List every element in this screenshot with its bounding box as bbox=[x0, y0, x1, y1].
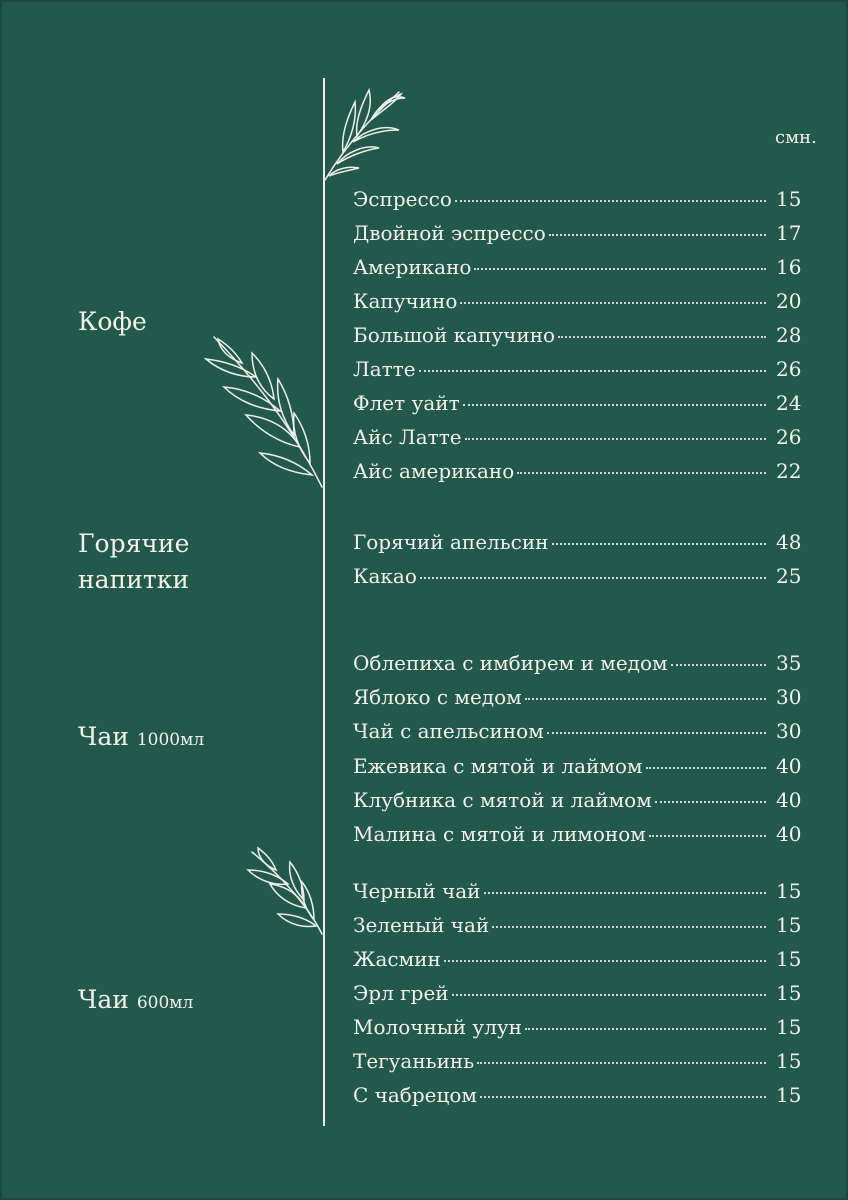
item-price: 15 bbox=[776, 913, 802, 937]
item-name: Молочный улун bbox=[353, 1015, 522, 1039]
dot-leader bbox=[547, 732, 766, 734]
dot-leader bbox=[474, 268, 766, 270]
menu-item bbox=[353, 255, 800, 285]
item-price: 35 bbox=[776, 651, 802, 675]
category-title: Горячие bbox=[78, 529, 190, 558]
menu-item bbox=[353, 788, 800, 818]
menu-item bbox=[353, 323, 800, 353]
dot-leader bbox=[646, 767, 766, 769]
item-name: Айс Латте bbox=[353, 425, 462, 449]
menu-item bbox=[353, 1083, 800, 1113]
item-price: 20 bbox=[776, 289, 802, 313]
item-price: 48 bbox=[776, 530, 802, 554]
menu-item bbox=[353, 651, 800, 681]
item-name: Айс американо bbox=[353, 459, 515, 483]
item-name: Тегуаньинь bbox=[353, 1049, 475, 1073]
dot-leader bbox=[452, 994, 766, 996]
leaf-branch-middle-icon bbox=[202, 327, 326, 492]
menu-item bbox=[353, 221, 800, 251]
menu-item bbox=[353, 357, 800, 387]
item-name: Ежевика с мятой и лаймом bbox=[353, 754, 643, 778]
item-price: 17 bbox=[776, 221, 802, 245]
item-price: 24 bbox=[776, 391, 802, 415]
item-price: 30 bbox=[776, 719, 802, 743]
menu-item bbox=[353, 425, 800, 455]
item-name: Какао bbox=[353, 564, 417, 588]
item-name: Яблоко с медом bbox=[353, 685, 522, 709]
item-name: Чай с апельсином bbox=[353, 719, 544, 743]
item-price: 30 bbox=[776, 685, 802, 709]
dot-leader bbox=[444, 960, 766, 962]
item-name: Малина с мятой и лимоном bbox=[353, 822, 646, 846]
category-title: Чаи bbox=[78, 985, 129, 1014]
dot-leader bbox=[419, 370, 766, 372]
dot-leader bbox=[549, 234, 766, 236]
dot-leader bbox=[552, 543, 767, 545]
dot-leader bbox=[465, 438, 766, 440]
item-price: 40 bbox=[776, 822, 802, 846]
menu-item bbox=[353, 1015, 800, 1045]
item-name: Черный чай bbox=[353, 879, 481, 903]
item-name: Облепиха с имбирем и медом bbox=[353, 651, 668, 675]
dot-leader bbox=[420, 577, 766, 579]
item-price: 22 bbox=[776, 459, 802, 483]
dot-leader bbox=[525, 1028, 766, 1030]
item-name: Эрл грей bbox=[353, 981, 449, 1005]
item-price: 26 bbox=[776, 425, 802, 449]
menu-item bbox=[353, 754, 800, 784]
category-volume: 1000мл bbox=[136, 730, 205, 750]
menu-item bbox=[353, 913, 800, 943]
menu-item bbox=[353, 719, 800, 749]
item-name: Горячий апельсин bbox=[353, 530, 549, 554]
item-name: С чабрецом bbox=[353, 1083, 477, 1107]
dot-leader bbox=[463, 404, 766, 406]
dot-leader bbox=[477, 1062, 766, 1064]
dot-leader bbox=[484, 892, 766, 894]
item-price: 28 bbox=[776, 323, 802, 347]
menu-item bbox=[353, 981, 800, 1011]
item-price: 25 bbox=[776, 564, 802, 588]
menu-item bbox=[353, 879, 800, 909]
item-name: Эспрессо bbox=[353, 187, 452, 211]
category-hot-drinks bbox=[78, 526, 189, 598]
item-name: Большой капучино bbox=[353, 323, 556, 347]
item-price: 15 bbox=[776, 879, 802, 903]
currency-label: смн. bbox=[775, 127, 817, 148]
item-price: 15 bbox=[776, 1049, 802, 1073]
dot-leader bbox=[517, 472, 766, 474]
item-price: 15 bbox=[776, 1015, 802, 1039]
dot-leader bbox=[480, 1096, 766, 1098]
menu-item bbox=[353, 822, 800, 852]
menu-item bbox=[353, 459, 800, 489]
category-tea-1000ml bbox=[78, 719, 204, 758]
item-price: 15 bbox=[776, 981, 802, 1005]
menu-item bbox=[353, 289, 800, 319]
category-title: Кофе bbox=[78, 307, 147, 336]
category-coffee bbox=[78, 304, 147, 340]
menu-item bbox=[353, 564, 800, 594]
category-volume: 600мл bbox=[136, 993, 194, 1013]
item-name: Зеленый чай bbox=[353, 913, 490, 937]
dot-leader bbox=[671, 664, 766, 666]
menu-item bbox=[353, 391, 800, 421]
item-price: 15 bbox=[776, 947, 802, 971]
menu-item bbox=[353, 685, 800, 715]
item-price: 16 bbox=[776, 255, 802, 279]
item-name: Жасмин bbox=[353, 947, 441, 971]
dot-leader bbox=[492, 926, 766, 928]
item-name: Двойной эспрессо bbox=[353, 221, 546, 245]
leaf-branch-top-icon bbox=[323, 80, 413, 190]
item-price: 15 bbox=[776, 1083, 802, 1107]
menu-item bbox=[353, 1049, 800, 1079]
item-price: 40 bbox=[776, 754, 802, 778]
category-title-line2: напитки bbox=[78, 565, 190, 594]
item-name: Капучино bbox=[353, 289, 458, 313]
item-price: 15 bbox=[776, 187, 802, 211]
item-price: 26 bbox=[776, 357, 802, 381]
dot-leader bbox=[455, 200, 766, 202]
leaf-branch-lower-icon bbox=[246, 830, 326, 940]
dot-leader bbox=[558, 336, 766, 338]
item-name: Клубника с мятой и лаймом bbox=[353, 788, 652, 812]
item-name: Американо bbox=[353, 255, 472, 279]
vertical-divider bbox=[323, 78, 325, 1126]
menu-item bbox=[353, 530, 800, 560]
dot-leader bbox=[655, 801, 766, 803]
category-tea-600ml bbox=[78, 982, 193, 1021]
category-title: Чаи bbox=[78, 722, 129, 751]
menu-item bbox=[353, 947, 800, 977]
item-name: Флет уайт bbox=[353, 391, 460, 415]
dot-leader bbox=[525, 698, 766, 700]
item-name: Латте bbox=[353, 357, 416, 381]
dot-leader bbox=[460, 302, 766, 304]
item-price: 40 bbox=[776, 788, 802, 812]
menu-item bbox=[353, 187, 800, 217]
dot-leader bbox=[649, 835, 766, 837]
